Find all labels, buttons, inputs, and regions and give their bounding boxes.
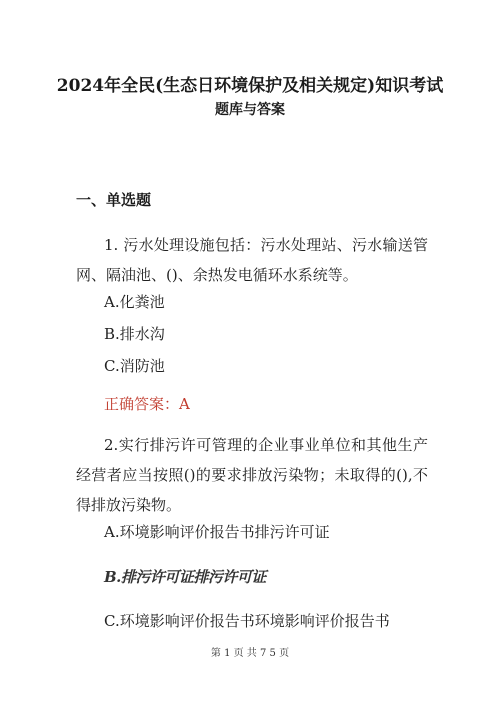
question-2-option-c: C.环境影响评价报告书环境影响评价报告书: [104, 612, 390, 630]
question-1-answer: 正确答案：A: [104, 395, 190, 413]
question-1-option-c: C.消防池: [104, 357, 165, 375]
document-subtitle: 题库与答案: [215, 102, 285, 118]
question-2-option-a: A.环境影响评价报告书排污许可证: [104, 523, 330, 541]
question-1-option-a: A.化粪池: [104, 293, 165, 311]
question-2-option-b: B.排污许可证排污许可证: [104, 568, 266, 586]
question-1-text: 1. 污水处理设施包括：污水处理站、污水输送管网、隔油池、()、余热发电循环水系统等。: [76, 236, 428, 284]
question-2-text: 2.实行排污许可管理的企业事业单位和其他生产经营者应当按照()的要求排放污染物；未取得的(),不得排放污染物。: [76, 436, 428, 514]
section-heading-single-choice: 一、单选题: [76, 191, 152, 209]
page-footer: 第 1 页 共 7 5 页: [210, 648, 290, 659]
question-1-option-b: B.排水沟: [104, 325, 165, 343]
document-title: 2024年全民(生态日环境保护及相关规定)知识考试: [56, 76, 444, 96]
